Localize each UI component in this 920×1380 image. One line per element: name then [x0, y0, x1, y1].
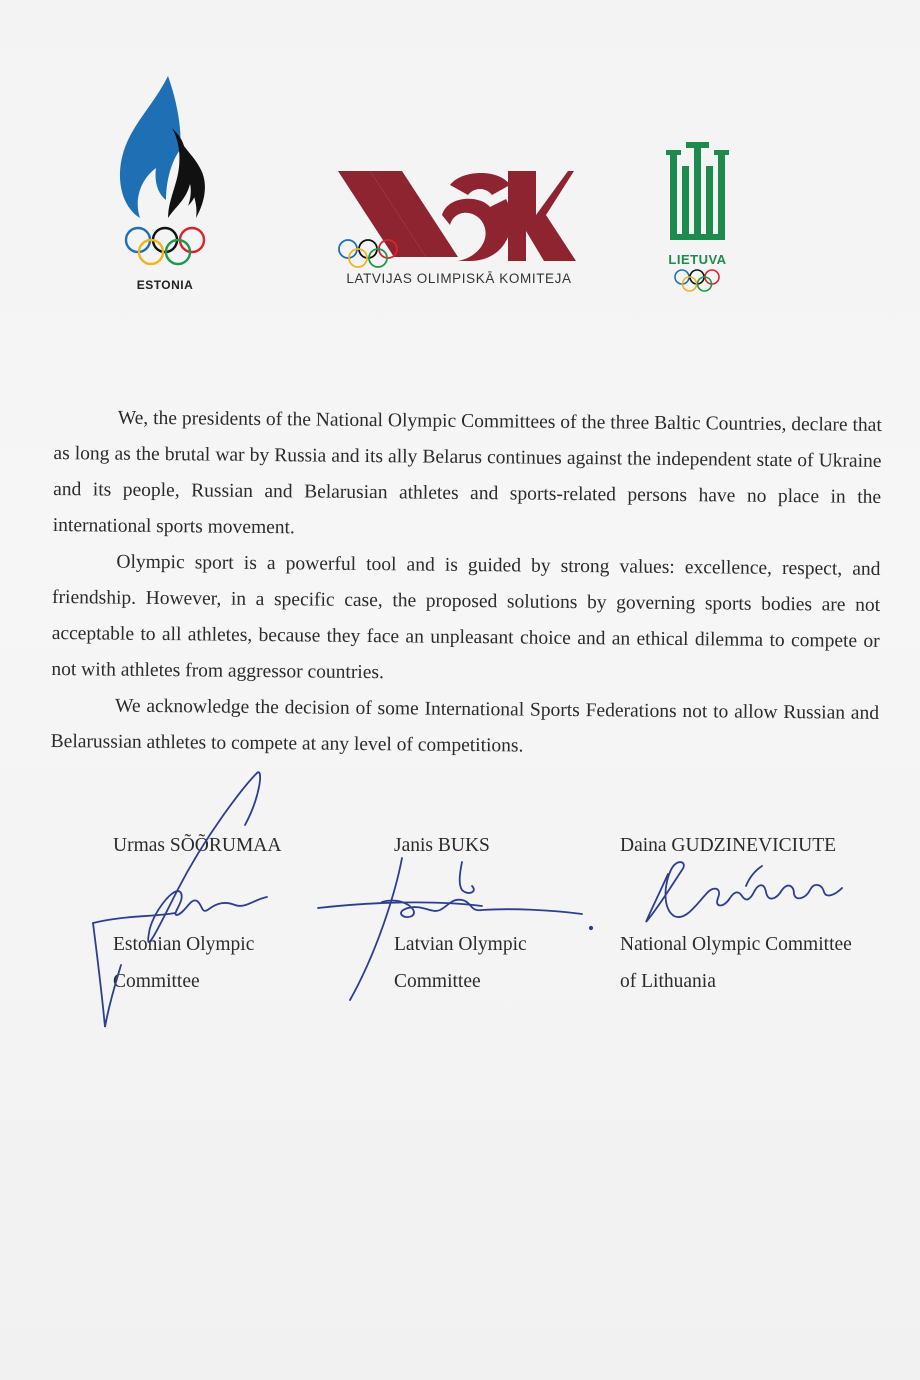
signatory-name: Daina GUDZINEVICIUTE [620, 835, 837, 856]
signatory-name: Urmas SÕÕRUMAA [113, 835, 282, 856]
lithuania-olympic-logo [660, 140, 735, 297]
estonia-olympic-logo [110, 72, 220, 292]
latvia-olympic-logo [330, 165, 580, 286]
lok-emblem-icon [330, 165, 580, 275]
signatory-name: Janis BUKS [394, 835, 490, 856]
signatory-org-line1: Estonian Olympic [113, 934, 255, 955]
latvia-logo-label: LATVIJAS OLIMPISKĀ KOMITEJA [346, 271, 572, 286]
paragraph-3: We acknowledge the decision of some International Sports Federations not to allow Russian and Belarussian athletes to compete at any level of competitions. [50, 695, 880, 757]
signatory-org-line1: Latvian Olympic [394, 934, 527, 955]
signatory-org-line1: National Olympic Committee [620, 934, 852, 955]
signatory-org-line2: of Lithuania [620, 971, 716, 992]
signatory-org-line2: Committee [394, 971, 481, 992]
signatory-estonia [113, 827, 333, 1000]
columns-emblem-icon [660, 140, 735, 248]
lithuania-logo-label: LIETUVA [668, 252, 727, 267]
flame-emblem-icon [110, 72, 220, 272]
signatory-latvia [394, 827, 594, 1000]
paragraph-1: We, the presidents of the National Olympic Committees of the three Baltic Countries, declare that as long as the brutal war by Russia and its ally Belarus continues against the independent state of Ukraine and its people, Russian and Belarusian athletes and sports-related persons have no place in the international sports movement. [52, 407, 882, 539]
signatory-lithuania [620, 827, 890, 1000]
signatory-org-line2: Committee [113, 971, 200, 992]
estonia-logo-label: ESTONIA [136, 278, 194, 292]
declaration-text [51, 400, 882, 768]
olympic-rings-icon [660, 267, 735, 297]
paragraph-2: Olympic sport is a powerful tool and is guided by strong values: excellence, respect, and friendship. However, in a specific case, the proposed solutions by governing sports bodies are not acceptable to all athletes, because they face an unpleasant choice and an ethical dilemma to compete or not with athletes from aggressor countries. [51, 551, 881, 684]
